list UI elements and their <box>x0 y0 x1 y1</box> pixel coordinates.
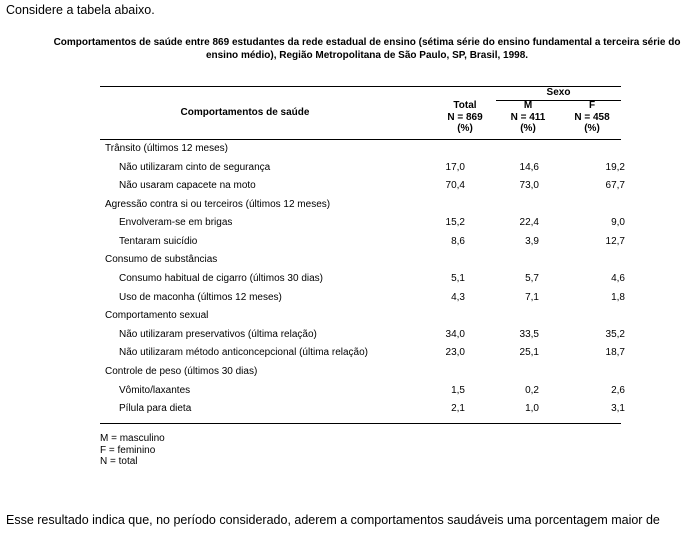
f-value: 1,8 <box>611 292 625 303</box>
legend-n: N = total <box>100 456 138 467</box>
f-value: 9,0 <box>611 217 625 228</box>
table-row <box>100 178 625 196</box>
legend-m: M = masculino <box>100 433 165 444</box>
table-row-category <box>100 141 621 159</box>
table-bottom-rule <box>100 423 621 424</box>
f-value: 35,2 <box>605 329 625 340</box>
table-title: Comportamentos de saúde entre 869 estudantes da rede estadual de ensino (sétima série do ensino fundamental a terceira série do ensino médio), Região Metropolitana de São Paulo, SP, Brasil, 1998. <box>53 37 681 61</box>
header-m: M N = 411 (%) <box>510 100 546 134</box>
table-row <box>100 327 625 345</box>
m-value: 5,7 <box>525 273 539 284</box>
table-row-category <box>100 252 621 270</box>
m-value: 0,2 <box>525 385 539 396</box>
m-value: 25,1 <box>519 347 539 358</box>
row-label: Vômito/laxantes <box>119 385 191 396</box>
m-value: 14,6 <box>519 162 539 173</box>
table-row <box>100 234 625 252</box>
total-value: 5,1 <box>451 273 465 284</box>
row-label: Controle de peso (últimos 30 dias) <box>105 366 258 377</box>
table-row-category <box>100 197 621 215</box>
total-value: 1,5 <box>451 385 465 396</box>
header-behaviors: Comportamentos de saúde <box>180 107 310 118</box>
total-value: 4,3 <box>451 292 465 303</box>
table-row <box>100 215 625 233</box>
m-value: 22,4 <box>519 217 539 228</box>
f-value: 67,7 <box>605 180 625 191</box>
f-value: 4,6 <box>611 273 625 284</box>
total-value: 34,0 <box>445 329 465 340</box>
total-value: 70,4 <box>445 180 465 191</box>
table-row-category <box>100 308 621 326</box>
intro-text: Considere a tabela abaixo. <box>6 3 155 17</box>
row-label: Trânsito (últimos 12 meses) <box>105 143 228 154</box>
table-row-category <box>100 364 621 382</box>
header-sexo: Sexo <box>546 87 571 98</box>
table-row <box>100 383 625 401</box>
f-value: 2,6 <box>611 385 625 396</box>
header-f: F N = 458 (%) <box>574 100 610 134</box>
m-value: 73,0 <box>519 180 539 191</box>
total-value: 15,2 <box>445 217 465 228</box>
table-row <box>100 290 625 308</box>
header-bottom-rule <box>100 139 621 140</box>
row-label: Não utilizaram preservativos (última relação) <box>119 329 317 340</box>
legend-f: F = feminino <box>100 444 156 456</box>
row-label: Pílula para dieta <box>119 403 192 414</box>
row-label: Tentaram suicídio <box>119 236 198 247</box>
m-value: 3,9 <box>525 236 539 247</box>
table-legend <box>100 433 165 468</box>
row-label: Não usaram capacete na moto <box>119 180 256 191</box>
total-value: 8,6 <box>451 236 465 247</box>
row-label: Envolveram-se em brigas <box>119 217 233 228</box>
row-label: Consumo habitual de cigarro (últimos 30 dias) <box>119 273 323 284</box>
total-value: 23,0 <box>445 347 465 358</box>
f-value: 18,7 <box>605 347 625 358</box>
row-label: Não utilizaram cinto de segurança <box>119 162 271 173</box>
row-label: Consumo de substâncias <box>105 254 218 265</box>
table-row <box>100 401 625 419</box>
f-value: 19,2 <box>605 162 625 173</box>
table-row <box>100 271 625 289</box>
table-row <box>100 345 625 363</box>
f-value: 3,1 <box>611 403 625 414</box>
table-row <box>100 160 625 178</box>
row-label: Comportamento sexual <box>105 310 209 321</box>
total-value: 17,0 <box>445 162 465 173</box>
f-value: 12,7 <box>605 236 625 247</box>
header-total: Total N = 869 (%) <box>447 100 483 134</box>
m-value: 1,0 <box>525 403 539 414</box>
row-label: Não utilizaram método anticoncepcional (última relação) <box>119 347 369 358</box>
m-value: 33,5 <box>519 329 539 340</box>
total-value: 2,1 <box>451 403 465 414</box>
m-value: 7,1 <box>525 292 539 303</box>
row-label: Agressão contra si ou terceiros (últimos 12 meses) <box>105 199 331 210</box>
row-label: Uso de maconha (últimos 12 meses) <box>119 292 282 303</box>
question-text: Esse resultado indica que, no período considerado, aderem a comportamentos saudáveis uma porcentagem maior de <box>6 513 660 527</box>
